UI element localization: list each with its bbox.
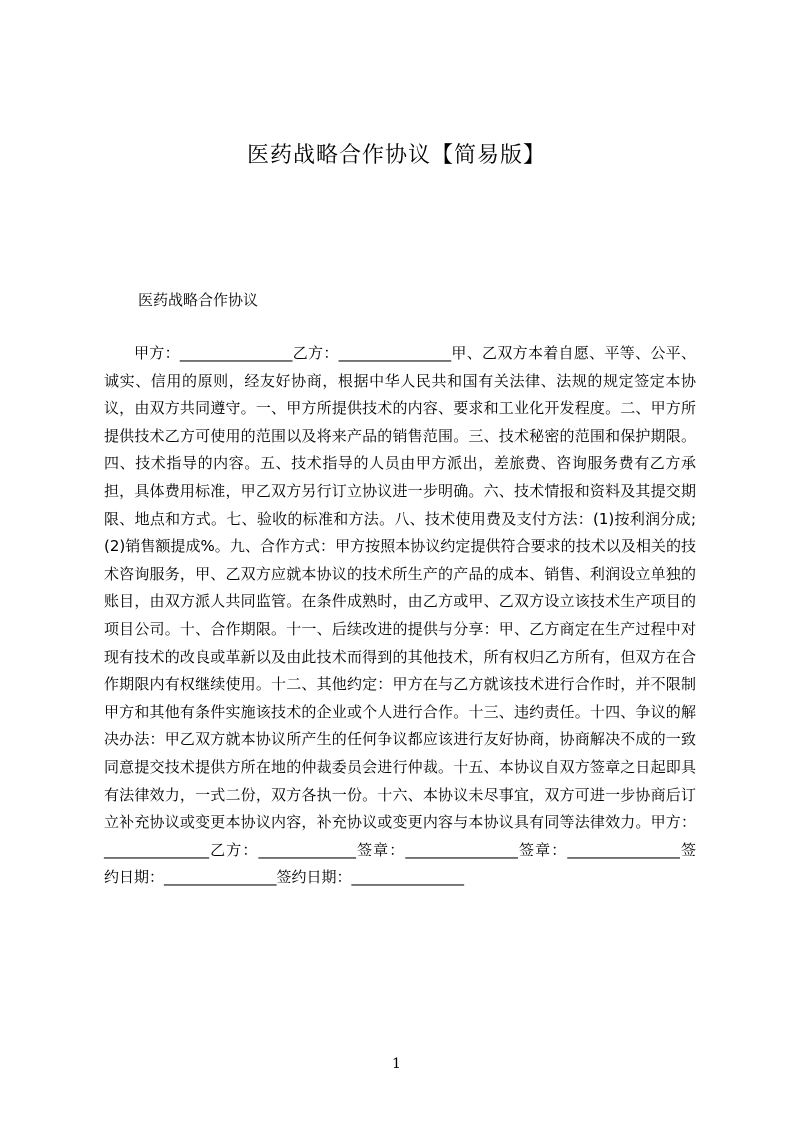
document-title: 医药战略合作协议【简易版】: [246, 143, 546, 168]
agreement-body: 甲方：_______________乙方：_______________甲、乙双方本着自愿、平等、公平、诚实、信用的原则，经友好协商，根据中华人民共和国有关法律、法规的规定签定本协议，由双方共同遵守。一、甲方所提供技术的内容、要求和工业化开发程度。二、甲方所提供技术乙方可使用的范围以及将来产品的销售范围。三、技术秘密的范围和保护期限。四、技术指导的内容。五、技术指导的人员由甲方派出，差旅费、咨询服务费有乙方承担，具体费用标准，甲乙双方另行订立协议进一步明确。六、技术情报和资料及其提交期限、地点和方式。七、验收的标准和方法。八、技术使用费及支付方法：(1)按利润分成;(2)销售额提成%。九、合作方式：甲方按照本协议约定提供符合要求的技术以及相关的技术咨询服务，甲、乙双方应就本协议的技术所生产的产品的成本、销售、利润设立单独的账目，由双方派人共同监管。在条件成熟时，由乙方或甲、乙双方设立该技术生产项目的项目公司。十、合作期限。十一、后续改进的提供与分享：甲、乙方商定在生产过程中对现有技术的改良或革新以及由此技术而得到的其他技术，所有权归乙方所有，但双方在合作期限内有权继续使用。十二、其他约定：甲方在与乙方就该技术进行合作时，并不限制甲方和其他有条件实施该技术的企业或个人进行合作。十三、违约责任。十四、争议的解决办法：甲乙双方就本协议所产生的任何争议都应该进行友好协商，协商解决不成的一致同意提交技术提供方所在地的仲裁委员会进行仲裁。十五、本协议自双方签章之日起即具有法律效力，一式二份，双方各执一份。十六、本协议未尽事宜，双方可进一步协商后订立补充协议或变更本协议内容，补充协议或变更内容与本协议具有同等法律效力。甲方：______________乙方：_____________签章：_______________签章：_______________签约日期：_______________签约日期：_______________: [104, 344, 696, 887]
page-number: 1: [392, 1056, 401, 1072]
document-subtitle: 医药战略合作协议: [138, 291, 259, 309]
